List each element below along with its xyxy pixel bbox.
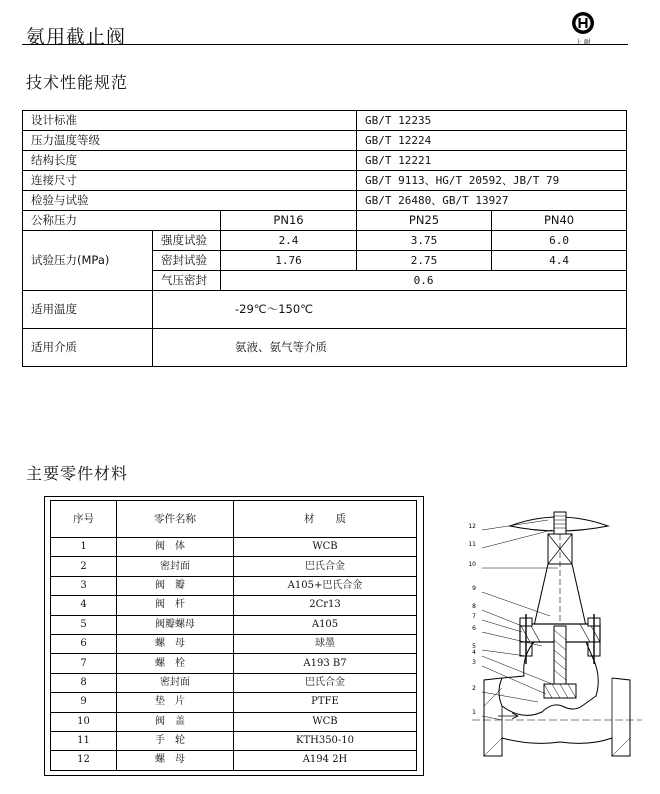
air-seal-value: 0.6 (221, 271, 627, 291)
part-number: 7 (51, 654, 117, 673)
table-row (51, 673, 417, 692)
callout-number: 12 (468, 523, 476, 530)
callout-number: 7 (472, 613, 476, 620)
part-material: A105 (234, 615, 417, 634)
spec-value: GB/T 12224 (357, 131, 627, 151)
nominal-pressure-label: 公称压力 (23, 211, 221, 231)
test-pressure-label: 试验压力(MPa) (23, 231, 153, 291)
air-seal-label: 气压密封 (153, 271, 221, 291)
materials-table (50, 500, 417, 771)
seal-value: 1.76 (221, 251, 357, 271)
part-material: WCB (234, 538, 417, 557)
part-material: KTH350-10 (234, 731, 417, 750)
part-number: 11 (51, 731, 117, 750)
medium-value: 氨液、氨气等介质 (153, 329, 627, 367)
part-name: 密封面 (117, 673, 234, 692)
part-material: 巴氏合金 (234, 557, 417, 576)
table-row (51, 634, 417, 653)
callout-number: 4 (472, 649, 476, 656)
part-number: 4 (51, 596, 117, 615)
pn-header: PN25 (357, 211, 492, 231)
strength-value: 3.75 (357, 231, 492, 251)
table-row (51, 538, 417, 557)
table-row (51, 576, 417, 595)
table-row (51, 712, 417, 731)
table-row (51, 654, 417, 673)
spec-value: GB/T 12221 (357, 151, 627, 171)
part-name: 螺母 (117, 634, 234, 653)
table-row (51, 615, 417, 634)
seal-test-label: 密封试验 (153, 251, 221, 271)
callout-number: 6 (472, 625, 476, 632)
pn-header: PN16 (221, 211, 357, 231)
part-name: 垫片 (117, 693, 234, 712)
part-number: 2 (51, 557, 117, 576)
strength-test-label: 强度试验 (153, 231, 221, 251)
part-material: A105+巴氏合金 (234, 576, 417, 595)
part-number: 12 (51, 751, 117, 770)
part-material: 球墨 (234, 634, 417, 653)
brand-logo (568, 10, 598, 46)
part-name: 螺栓 (117, 654, 234, 673)
spec-value: GB/T 12235 (357, 111, 627, 131)
table-row (23, 191, 627, 211)
callout-number: 2 (472, 685, 476, 692)
part-name: 密封面 (117, 557, 234, 576)
table-row (23, 151, 627, 171)
table-row (51, 557, 417, 576)
temperature-label: 适用温度 (23, 291, 153, 329)
table-row (51, 751, 417, 770)
part-material: 2Cr13 (234, 596, 417, 615)
valve-section-drawing (462, 506, 646, 774)
table-row (23, 111, 627, 131)
table-row (23, 131, 627, 151)
callout-number: 9 (472, 585, 476, 592)
materials-heading: 主要零件材料 (26, 464, 129, 483)
callout-number: 8 (472, 603, 476, 610)
callout-number: 11 (468, 541, 476, 548)
part-material: WCB (234, 712, 417, 731)
part-number: 5 (51, 615, 117, 634)
callout-labels (462, 506, 492, 774)
part-number: 3 (51, 576, 117, 595)
col-material-header: 材 质 (234, 501, 417, 538)
page-title: 氨用截止阀 (26, 26, 127, 48)
table-row (51, 731, 417, 750)
spec-label: 连接尺寸 (23, 171, 357, 191)
callout-number: 1 (472, 709, 476, 716)
part-name: 阀杆 (117, 596, 234, 615)
table-row (23, 291, 627, 329)
spec-label: 检验与试验 (23, 191, 357, 211)
seal-value: 4.4 (492, 251, 627, 271)
spec-table (22, 110, 627, 367)
col-name-header: 零件名称 (117, 501, 234, 538)
table-header-row (51, 501, 417, 538)
strength-value: 2.4 (221, 231, 357, 251)
part-material: PTFE (234, 693, 417, 712)
callout-number: 5 (472, 643, 476, 650)
medium-label: 适用介质 (23, 329, 153, 367)
table-row (51, 693, 417, 712)
table-row (23, 231, 627, 251)
materials-body (51, 538, 417, 771)
callout-number: 3 (472, 659, 476, 666)
part-name: 阀瓣螺母 (117, 615, 234, 634)
spec-label: 结构长度 (23, 151, 357, 171)
pn-header: PN40 (492, 211, 627, 231)
temperature-value: -29℃～150℃ (153, 291, 627, 329)
part-name: 手轮 (117, 731, 234, 750)
part-number: 1 (51, 538, 117, 557)
title-divider (22, 44, 628, 45)
table-row (51, 596, 417, 615)
spec-label: 压力温度等级 (23, 131, 357, 151)
part-material: A194 2H (234, 751, 417, 770)
col-no-header: 序号 (51, 501, 117, 538)
part-number: 6 (51, 634, 117, 653)
seal-value: 2.75 (357, 251, 492, 271)
part-number: 10 (51, 712, 117, 731)
strength-value: 6.0 (492, 231, 627, 251)
part-name: 阀盖 (117, 712, 234, 731)
part-name: 螺母 (117, 751, 234, 770)
part-number: 8 (51, 673, 117, 692)
table-row (23, 171, 627, 191)
table-row (23, 329, 627, 367)
spec-value: GB/T 9113、HG/T 20592、JB/T 79 (357, 171, 627, 191)
spec-value: GB/T 26480、GB/T 13927 (357, 191, 627, 211)
table-row (23, 211, 627, 231)
spec-label: 设计标准 (23, 111, 357, 131)
part-material: 巴氏合金 (234, 673, 417, 692)
callout-number: 10 (468, 561, 476, 568)
part-name: 阀体 (117, 538, 234, 557)
logo-caption: 上 耐 (575, 38, 591, 46)
spec-heading: 技术性能规范 (26, 73, 129, 92)
part-material: A193 B7 (234, 654, 417, 673)
part-number: 9 (51, 693, 117, 712)
part-name: 阀瓣 (117, 576, 234, 595)
